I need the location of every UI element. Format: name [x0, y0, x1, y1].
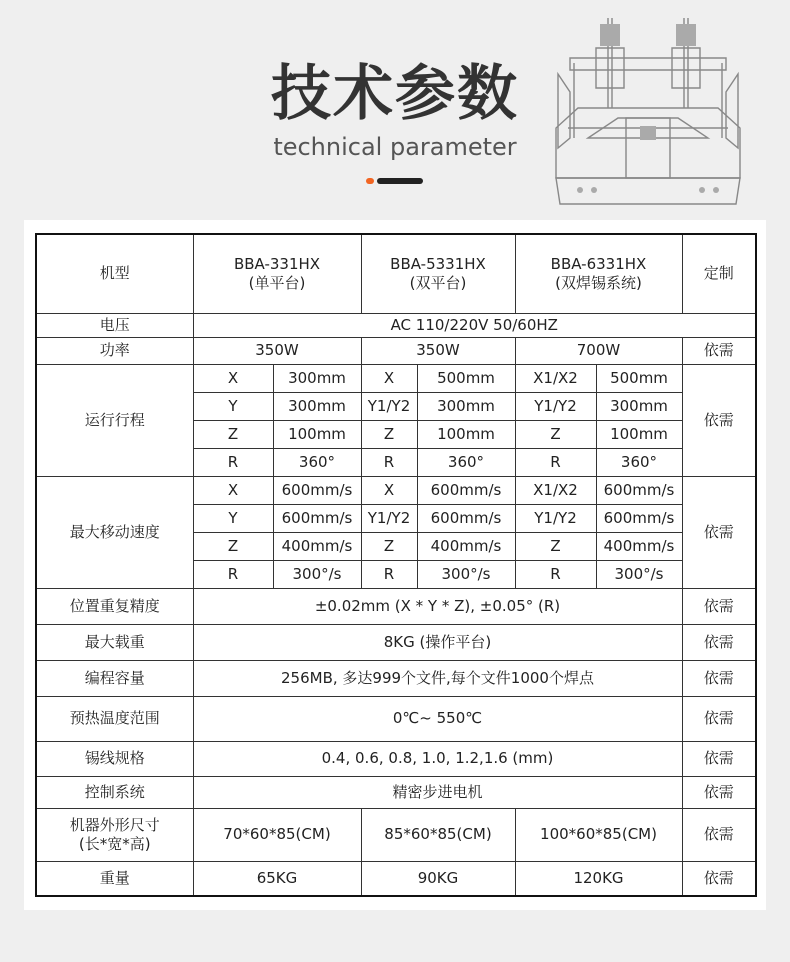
axis-cell: R [515, 448, 596, 476]
table-row [36, 776, 756, 808]
page-title: 技术参数 [271, 59, 519, 129]
value-cell: 600mm/s [417, 476, 515, 504]
axis-cell: Z [193, 420, 273, 448]
axis-cell: X [193, 476, 273, 504]
precision-value: ±0.02mm (X * Y * Z), ±0.05° (R) [193, 588, 682, 624]
page-subtitle: technical parameter [273, 133, 517, 161]
value-cell: 400mm/s [596, 532, 682, 560]
table-row [36, 741, 756, 776]
model-variant: (双焊锡系统) [555, 273, 642, 292]
value-cell: 600mm/s [596, 476, 682, 504]
travel-label: 运行行程 [36, 364, 193, 476]
model-variant: (单平台) [248, 273, 306, 292]
table-row [36, 861, 756, 896]
program-custom: 依需 [682, 660, 756, 696]
axis-cell: Z [515, 420, 596, 448]
control-custom: 依需 [682, 776, 756, 808]
value-cell: 600mm/s [596, 504, 682, 532]
axis-cell: Y1/Y2 [515, 392, 596, 420]
load-label: 最大载重 [36, 624, 193, 660]
value-cell: 400mm/s [273, 532, 361, 560]
model-cell [193, 234, 361, 313]
preheat-custom: 依需 [682, 696, 756, 741]
axis-cell: R [515, 560, 596, 588]
program-value: 256MB, 多达999个文件,每个文件1000个焊点 [193, 660, 682, 696]
table-row [36, 364, 756, 392]
value-cell: 300°/s [596, 560, 682, 588]
dimensions-label-line: (长*宽*高) [78, 834, 151, 853]
value-cell: 100mm [596, 420, 682, 448]
preheat-label: 预热温度范围 [36, 696, 193, 741]
custom-header: 定制 [682, 234, 756, 313]
wire-custom: 依需 [682, 741, 756, 776]
value-cell: 360° [596, 448, 682, 476]
soldering-machine-illustration [548, 8, 748, 216]
model-name: BBA-5331HX [390, 254, 486, 273]
speed-custom: 依需 [682, 476, 756, 588]
axis-cell: Y1/Y2 [361, 504, 417, 532]
spec-table [35, 233, 757, 897]
load-value: 8KG (操作平台) [193, 624, 682, 660]
axis-cell: Z [515, 532, 596, 560]
weight-value: 120KG [515, 861, 682, 896]
model-name: BBA-331HX [233, 254, 321, 273]
control-label: 控制系统 [36, 776, 193, 808]
table-row [36, 337, 756, 364]
weight-value: 65KG [193, 861, 361, 896]
preheat-value: 0℃~ 550℃ [193, 696, 682, 741]
table-row [36, 660, 756, 696]
table-row [36, 313, 756, 337]
value-cell: 300°/s [273, 560, 361, 588]
weight-value: 90KG [361, 861, 515, 896]
table-row [36, 476, 756, 504]
wire-value: 0.4, 0.6, 0.8, 1.0, 1.2,1.6 (mm) [193, 741, 682, 776]
accent-bar [377, 178, 423, 184]
axis-cell: Z [361, 420, 417, 448]
value-cell: 300°/s [417, 560, 515, 588]
value-cell: 360° [273, 448, 361, 476]
dimensions-value: 85*60*85(CM) [361, 808, 515, 861]
value-cell: 600mm/s [273, 476, 361, 504]
model-cell [515, 234, 682, 313]
axis-cell: X [361, 364, 417, 392]
value-cell: 300mm [273, 392, 361, 420]
power-value: 700W [515, 337, 682, 364]
axis-cell: Z [361, 532, 417, 560]
power-value: 350W [193, 337, 361, 364]
load-custom: 依需 [682, 624, 756, 660]
voltage-value: AC 110/220V 50/60HZ [193, 313, 756, 337]
accent-dot [366, 178, 374, 184]
weight-custom: 依需 [682, 861, 756, 896]
axis-cell: Y1/Y2 [361, 392, 417, 420]
axis-cell: Y [193, 504, 273, 532]
value-cell: 100mm [417, 420, 515, 448]
program-label: 编程容量 [36, 660, 193, 696]
axis-cell: Z [193, 532, 273, 560]
voltage-label: 电压 [36, 313, 193, 337]
axis-cell: R [193, 560, 273, 588]
axis-cell: Y1/Y2 [515, 504, 596, 532]
value-cell: 300mm [417, 392, 515, 420]
value-cell: 500mm [417, 364, 515, 392]
value-cell: 100mm [273, 420, 361, 448]
dimensions-label-line: 机器外形尺寸 [69, 815, 160, 834]
value-cell: 360° [417, 448, 515, 476]
dimensions-label [36, 808, 193, 861]
table-row [36, 234, 756, 313]
model-label: 机型 [36, 234, 193, 313]
dimensions-value: 70*60*85(CM) [193, 808, 361, 861]
table-row [36, 696, 756, 741]
precision-custom: 依需 [682, 588, 756, 624]
control-value: 精密步进电机 [193, 776, 682, 808]
speed-label: 最大移动速度 [36, 476, 193, 588]
value-cell: 600mm/s [273, 504, 361, 532]
axis-cell: X [361, 476, 417, 504]
table-row [36, 588, 756, 624]
dimensions-value: 100*60*85(CM) [515, 808, 682, 861]
dimensions-custom: 依需 [682, 808, 756, 861]
power-value: 350W [361, 337, 515, 364]
model-cell [361, 234, 515, 313]
value-cell: 400mm/s [417, 532, 515, 560]
weight-label: 重量 [36, 861, 193, 896]
value-cell: 600mm/s [417, 504, 515, 532]
power-custom: 依需 [682, 337, 756, 364]
axis-cell: R [361, 448, 417, 476]
value-cell: 300mm [596, 392, 682, 420]
axis-cell: R [361, 560, 417, 588]
model-variant: (双平台) [409, 273, 467, 292]
value-cell: 500mm [596, 364, 682, 392]
table-row [36, 624, 756, 660]
axis-cell: X1/X2 [515, 364, 596, 392]
model-name: BBA-6331HX [550, 254, 647, 273]
axis-cell: X1/X2 [515, 476, 596, 504]
power-label: 功率 [36, 337, 193, 364]
axis-cell: Y [193, 392, 273, 420]
travel-custom: 依需 [682, 364, 756, 476]
axis-cell: X [193, 364, 273, 392]
value-cell: 300mm [273, 364, 361, 392]
table-row [36, 808, 756, 861]
precision-label: 位置重复精度 [36, 588, 193, 624]
wire-label: 锡线规格 [36, 741, 193, 776]
axis-cell: R [193, 448, 273, 476]
